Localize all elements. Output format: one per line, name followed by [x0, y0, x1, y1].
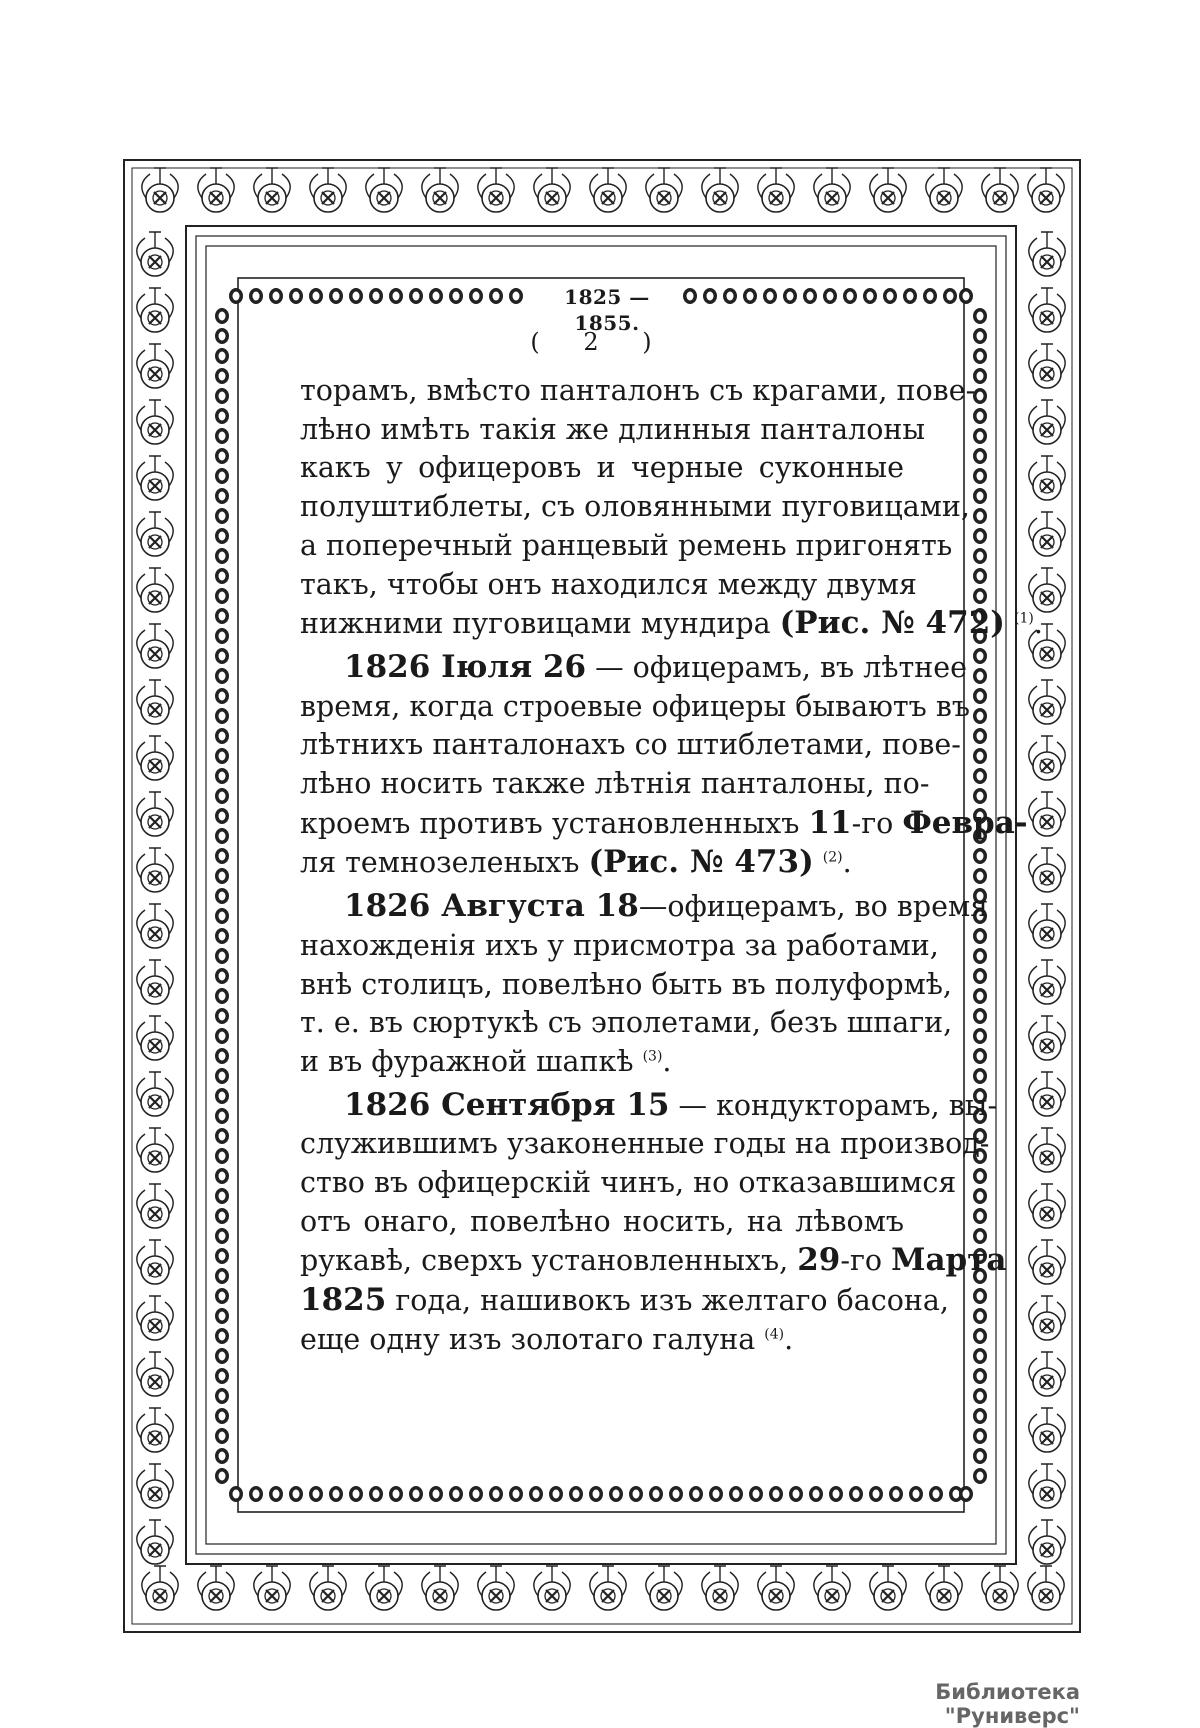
text-line: [300, 765, 930, 804]
text-segment: .: [1033, 607, 1043, 641]
text-segment: а поперечный ранцевый ремень пригонять: [300, 528, 953, 562]
text-segment: такъ, чтобы онъ находился между двумя: [300, 567, 917, 601]
library-watermark: Библиотека "Руниверс": [935, 1680, 1080, 1728]
text-segment: лѣтнихъ панталонахъ со штиблетами, пове-: [300, 728, 961, 762]
text-segment: время, когда строевые офицеры бываютъ въ: [300, 689, 971, 723]
text-segment: ство въ офицерскій чинъ, но отказавшимся: [300, 1166, 957, 1200]
text-line: [300, 1043, 904, 1082]
text-segment: [1005, 607, 1014, 640]
paragraph: [300, 887, 989, 1082]
text-line: [300, 887, 989, 927]
text-line: [300, 372, 976, 411]
text-line: [300, 1241, 1007, 1281]
paragraph: [300, 648, 1028, 883]
text-segment: рукавѣ, сверхъ установленныхъ,: [300, 1244, 798, 1278]
text-segment: 1826 Іюля 26: [344, 648, 587, 685]
text-segment: т. е. въ сюртукѣ съ эполетами, безъ шпаги,: [300, 1006, 953, 1040]
text-segment: нижними пуговицами мундира: [300, 607, 780, 641]
page-number: ( 2 ): [530, 328, 670, 356]
text-line: [300, 604, 1043, 644]
text-segment: ля темнозеленыхъ: [300, 846, 589, 880]
text-segment: торамъ, вмѣсто панталонъ съ крагами, пове-: [300, 374, 976, 407]
text-line: [300, 648, 968, 688]
text-line: [300, 449, 904, 488]
text-segment: [814, 846, 823, 879]
text-segment: 1826 Августа 18: [344, 888, 639, 925]
text-line: [300, 726, 961, 765]
text-segment: Февра-: [902, 804, 1028, 841]
text-segment: 29: [797, 1242, 841, 1279]
text-line: [300, 1281, 949, 1321]
footnote-marker: (1): [1014, 610, 1034, 627]
text-segment: нахожденія ихъ у присмотра за работами,: [300, 928, 939, 962]
text-segment: 11: [808, 804, 852, 841]
text-line: [300, 411, 926, 450]
text-segment: —офицерамъ, во время: [638, 890, 989, 924]
text-segment: внѣ столицъ, повелѣно быть въ полуформѣ,: [300, 967, 952, 1001]
text-line: [300, 804, 1028, 844]
text-segment: -го: [851, 806, 903, 840]
text-segment: — офицерамъ, въ лѣтнее: [586, 650, 968, 684]
running-header-years: 1825 — 1855.: [532, 284, 682, 336]
text-line: [300, 1164, 957, 1203]
text-line: [300, 1004, 953, 1043]
footnote-marker: (3): [642, 1048, 663, 1065]
text-segment: полуштиблеты, съ оловянными пуговицами,: [300, 490, 970, 524]
text-segment: лѣно имѣть такія же длинныя панталоны: [300, 412, 926, 446]
text-segment: служившимъ узаконенные годы на производ-: [300, 1127, 990, 1161]
paragraph: [300, 372, 1043, 644]
text-line: [300, 1203, 904, 1242]
text-line: [300, 488, 970, 527]
text-segment: -го: [840, 1244, 892, 1278]
text-line: [300, 966, 952, 1005]
body-text: [300, 372, 1043, 1364]
text-line: [300, 927, 939, 966]
footnote-marker: (4): [764, 1326, 785, 1343]
text-segment: .: [842, 846, 852, 880]
text-segment: Марта: [891, 1242, 1007, 1279]
text-segment: 1825: [300, 1282, 387, 1319]
text-line: [300, 527, 953, 566]
text-segment: .: [784, 1322, 794, 1356]
paragraph: [300, 1086, 1007, 1360]
text-line: [300, 566, 917, 605]
text-segment: какъ у офицеровъ и черные суконные: [300, 451, 904, 485]
text-segment: лѣно носить также лѣтнія панталоны, по-: [300, 767, 930, 801]
text-segment: года, нашивокъ изъ желтаго басона,: [386, 1284, 949, 1318]
text-line: [300, 1086, 998, 1126]
text-segment: еще одну изъ золотаго галуна: [300, 1322, 765, 1356]
text-segment: и въ фуражной шапкѣ: [300, 1044, 643, 1078]
text-segment: (Рис. № 472): [779, 605, 1005, 642]
text-line: [300, 1321, 904, 1360]
text-segment: (Рис. № 473): [588, 844, 814, 881]
text-segment: кроемъ противъ установленныхъ: [300, 806, 809, 840]
text-line: [300, 843, 904, 883]
footnote-marker: (2): [822, 849, 843, 866]
text-segment: отъ онаго, повелѣно носить, на лѣвомъ: [300, 1204, 904, 1238]
text-line: [300, 688, 971, 727]
text-segment: 1826 Сентября 15: [344, 1086, 670, 1123]
text-segment: .: [662, 1044, 672, 1078]
text-line: [300, 1125, 990, 1164]
text-segment: — кондукторамъ, вы-: [669, 1088, 998, 1122]
